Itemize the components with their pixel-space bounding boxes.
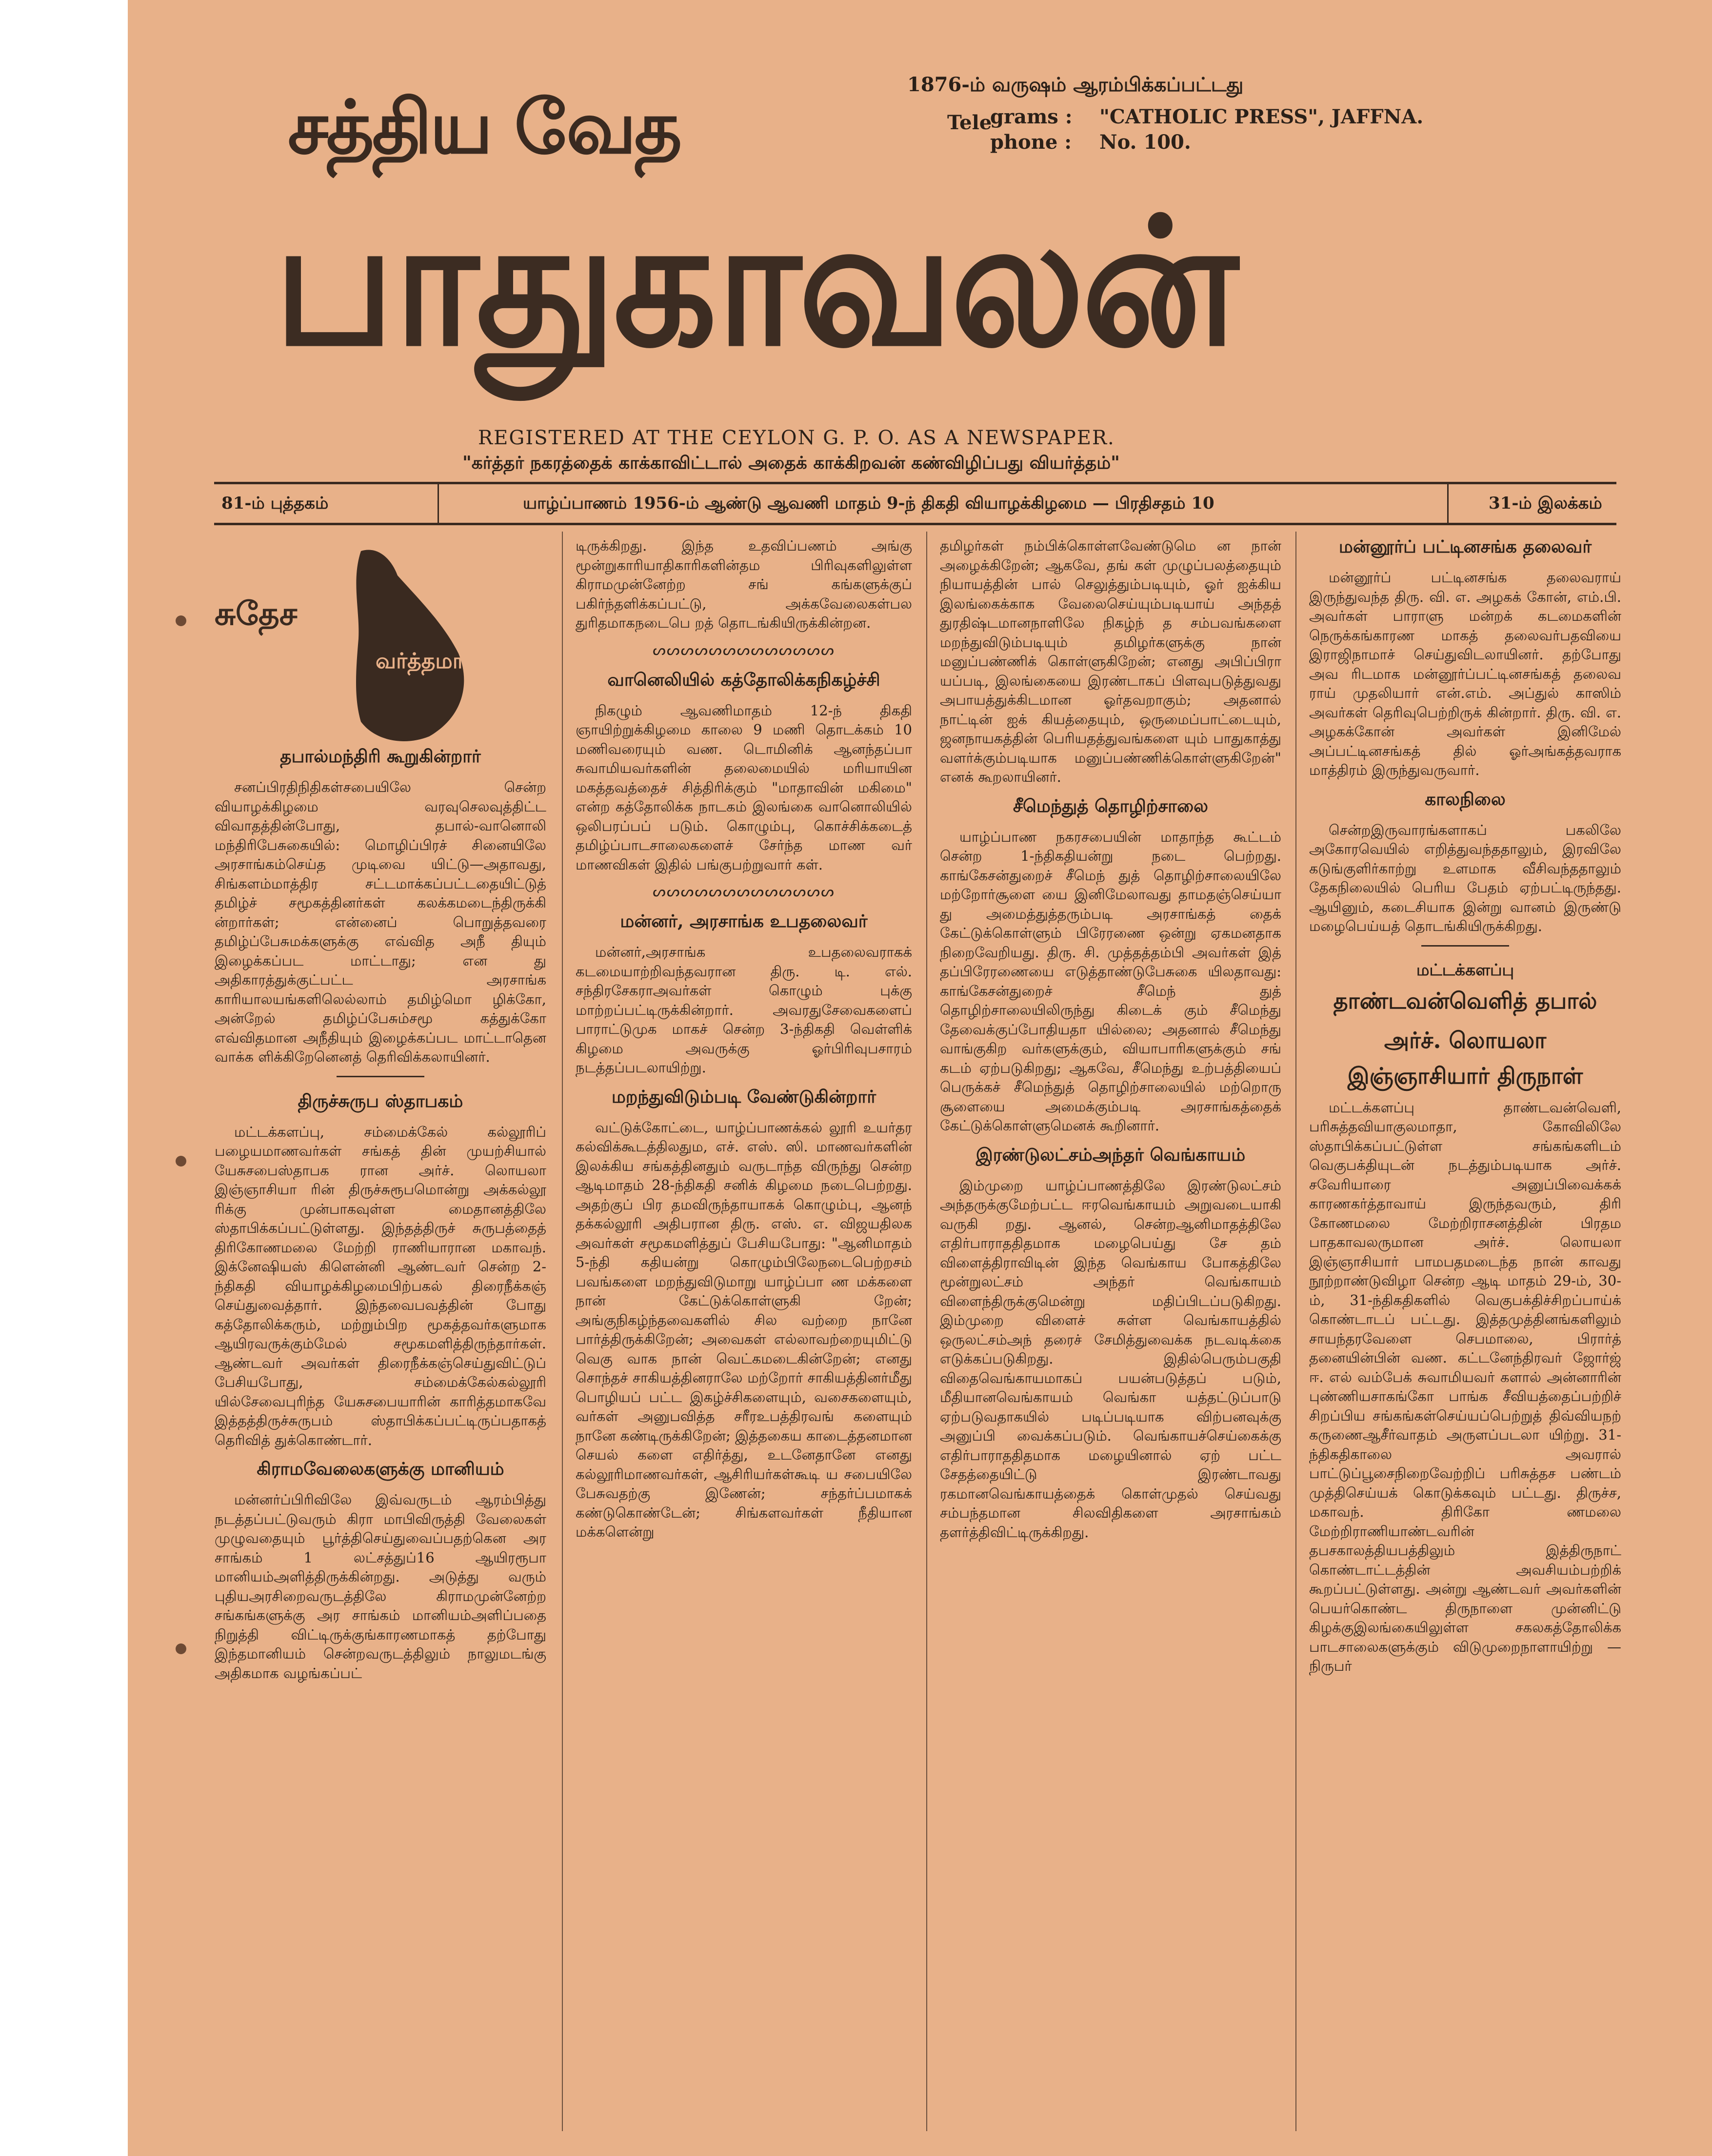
binding-hole [176, 1156, 186, 1167]
headline-post-office: தாண்டவன்வெளித் தபால் [1333, 987, 1597, 1014]
swadesha-logo [215, 536, 546, 746]
masthead-title-line1: சத்திய வேத [288, 85, 680, 170]
wavy-divider: ᔕᔕᔕᔕᔕᔕᔕᔕᔕᔕᔕᔕᔕ [653, 883, 835, 900]
headline-feast-line2: இஞ்ஞாசியார் திருநாள் [1347, 1062, 1583, 1089]
article-continuation: டிருக்கிறது. இந்த உதவிப்பணம் அங்கு மூன்றுகாரியாதிகாரிகளின்தம பிரிவுகளிலுள்ள கிராமமுன்னேற்ற சங் கங்களுக்குப் பகிர்ந்தளிக்கப்பட்டு, அக்கவேலைகள்பல துரிதமாகநடைபெ றத் தொடங்கியிருக்கின்றன. [576, 537, 912, 631]
issue-number: 31-ம் இலக்கம் [1489, 494, 1602, 513]
section-divider [1421, 945, 1509, 947]
binding-hole [176, 1643, 186, 1654]
registration-note: REGISTERED AT THE CEYLON G. P. O. AS A NEWSPAPER. [478, 427, 1115, 449]
column-rule [562, 532, 563, 2131]
issue-bar-top-rule [214, 482, 1616, 484]
issue-bar-divider [1447, 484, 1449, 523]
telegrams-label: grams : [990, 105, 1073, 128]
masthead-title-line2: பாதுகாவலன் [274, 180, 1236, 385]
headline-weather: காலநிலை [1425, 789, 1506, 810]
tele-prefix: Tele [947, 111, 992, 134]
article-continuation: தமிழர்கள் நம்பிக்கொள்ளவேண்டுமெ ன நான் அழைக்கிறேன்; ஆகவே, தங் கள் முழுப்பலத்தையும் நியாயத்தின் பால் செலுத்தும்படியும், ஓர் ஐக்கிய இலங்கைக்காக வேலைசெய்யும்படியாய் அந்தத் துரதிஷ்டமானநாளிலே நிகழ்ந் த சம்பவங்களை மறந்துவிடும்படியும் தமிழர்களுக்கு நான் மனுப்பண்ணிக் கொள்ளுகிறேன்; எனது அபிப்பிரா யப்படி, இலங்கையை இரண்டாகப் பிளவுபடுத்துவது அபாயத்துக்கிடமான ஓர்தவறாகும்; அதனால் நாட்டின் ஐக் கியத்தையும், ஒருமைப்பாட்டையும், ஜனநாயகத்தின் பெரியதத்துவங்களை யும் பாதுகாத்து வளர்க்கும்படியாக மனுப்பண்ணிக்கொள்ளுகிறேன்" எனக் கூறலாயினர். [940, 537, 1281, 785]
issue-bar-divider [438, 484, 439, 523]
headline-postmaster: தபால்மந்திரி கூறுகின்றார் [280, 746, 481, 767]
article-weather: சென்றஇருவாரங்களாகப் பகலிலே அகோரவெயில் எறித்துவந்ததாலும், இரவிலே கடுங்குளிர்காற்று உளமாக வீசிவந்ததாலும் தேகநிலையில் பெரிய பேதம் ஏற்பட்டிருந்தது. ஆயினும், கடைசியாக இன்று வானம் இருண்டு மழைபெய்யத் தொடங்கியிருக்கிறது. [1309, 821, 1621, 934]
headline-mannar-ga: மன்னர், அரசாங்க உபதலைவர் [620, 911, 868, 931]
motto: "கர்த்தர் நகரத்தைக் காக்காவிட்டால் அதைக் காக்கிறவன் கண்விழிப்பது வியர்த்தம்" [462, 453, 1120, 473]
article-mannar-ga: மன்னர்,அரசாங்க உபதலைவராகக் கடமையாற்றிவந்தவரான திரு. டி. எல். சந்திரசேகராஅவர்கள் கொழும் புக்கு மாற்றப்பட்டிருக்கின்றார். அவரதுசேவைகளைப் பாராட்டுமுக மாகச் சென்ற 3-ந்திகதி வெள்ளிக் கிழமை அவருக்கு ஓர்பிரிவுபசாரம் நடத்தப்படலாயிற்று. [576, 944, 912, 1076]
article-statue: மட்டக்களப்பு, சம்மைக்கேல் கல்லூரிப் பழையமாணவர்கள் சங்கத் தின் முயற்சியால் யேசுசபைஸ்தாபக ரான அர்ச். லொயலா இஞ்ஞாசியா ரின் திருச்சுரூபமொன்று அக்கல்லூ ரிக்கு முன்பாகவுள்ள மைதானத்திலே ஸ்தாபிக்கப்பட்டுள்ளது. இந்தத்திருச் சுருபத்தைத் திரிகோணமலை மேற்றி ராணியாரான மகாவந். இக்னேஷியஸ் கிளென்னி ஆண்டவர் சென்ற 2-ந்திகதி வியாழக்கிழமைபிற்பகல் திரைநீக்கஞ் செய்துவைத்தார். இந்தவைபவத்தின் போது கத்தோலிக்கரும், மற்றும்பிற மூகத்தவர்களுமாக ஆயிரவருக்கும்மேல் சமூகமளித்திருந்தார்கள். ஆண்டவர் அவர்கள் திரைநீக்கஞ்செய்துவிட்டுப் பேசியபோது, சம்மைக்கேல்கல்லூரி யில்சேவைபுரிந்த யேசுசபையாரின் காரித்தமாகவே இத்தத்திருச்சுருபம் ஸ்தாபிக்கப்பட்டிருப்பதாகத் தெரிவித் துக்கொண்டார். [215, 1123, 546, 1448]
headline-radio: வானெலியில் கத்தோலிக்கநிகழ்ச்சி [607, 669, 880, 690]
article-feast: மட்டக்களப்பு தாண்டவன்வெளி, பரிசுத்தவியாகுலமாதா, கோவிலிலே ஸ்தாபிக்கப்பட்டுள்ள சங்கங்களிடம் வெகுபக்தியுடன் நடத்தும்படியாக அர்ச். சவேரியாரை அனுப்பிவைக்கக் காரணகர்த்தாவாய் இருந்தவரும், திரி கோணமலை மேற்றிராசனத்தின் பிரதம பாதகாவலருமான அர்ச். லொயலா இஞ்ஞாசியார் பாமபதமடைந்த நான் காவது நூற்றாண்டுவிழா சென்ற ஆடி மாதம் 29-ம், 30-ம், 31-ந்திகதிகளில் வெகுபக்திச்சிறப்பாய்க் கொண்டாடப் பட்டது. இத்தமுத்தினங்களிலும் சாயந்தரவேளை செபமாலை, பிரார்த் தனையின்பின் வண. கட்டனேந்திரவர் ஜோர்ஜ் ஈ. எல் வம்பேக் சுவாமியவர் களால் அன்னாரின் புண்ணியசாகங்கோ பாங்க சீவியத்தைப்பற்றிச் சிறப்பிய சங்கங்கள்செய்யப்பெற்றுத் திவ்வியநற் கருணைஆசீர்வாதம் அருளப்படலா யிற்று. 31-ந்திகதிகாலை அவரால் பாட்டுப்பூசைநிறைவேற்றிப் பரிசுத்தச பண்டம் முத்திசெய்யக் கொடுக்கவும் பட்டது. திருச்ச, மகாவந். திரிகோ ணமலை மேற்றிராணியாண்டவரின் தபசகாலத்தியபத்திலும் இத்திருநாட் கொண்டாட்டத்தின் அவசியம்பற்றிக் கூறப்பட்டுள்ளது. அன்று ஆண்டவர் அவர்களின் பெயர்கொண்ட திருநாளை முன்னிட்டு கிழக்குஇலங்கையிலுள்ள சகலகத்தோலிக்க பாடசாலைகளுக்கும் விடுமுறைநாளாயிற்று — நிருபர் [1309, 1099, 1621, 1674]
wavy-divider: ᔕᔕᔕᔕᔕᔕᔕᔕᔕᔕᔕᔕᔕ [653, 641, 835, 659]
headline-village-grants: கிராமவேலைகளுக்கு மானியம் [257, 1459, 504, 1479]
headline-feast-line1: அர்ச். லொயலா [1384, 1027, 1547, 1053]
telephone-value: No. 100. [1099, 131, 1191, 154]
logo-word-2: வர்த்தமானம் [376, 649, 502, 673]
sri-lanka-map-icon [215, 536, 546, 746]
headline-onions: இரண்டுலட்சம்அந்தர் வெங்காயம் [975, 1144, 1246, 1165]
telephone-label: phone : [990, 131, 1072, 154]
column-3 [940, 536, 1281, 1551]
newspaper-page [128, 0, 1712, 2156]
issue-bar-bottom-rule [214, 523, 1616, 525]
logo-word-1: சுதேச [215, 595, 298, 633]
headline-mannar-chairman: மன்னூர்ப் பட்டினசங்க தலைவர் [1338, 536, 1592, 557]
column-2 [576, 536, 912, 1551]
article-mannar-chairman: மன்னூர்ப் பட்டினசங்க தலைவராய் இருந்துவந்த திரு. வி. எ. அழகக் கோன், எம்.பி. அவர்கள் பாராளு மன்றக் கடமைகளின் நெருக்கங்காரண மாகத் தலைவர்பதவியை இராஜிநாமாச் செய்துவிடலாயினர். தற்போது அவ ரிடமாக மன்னூர்ப்பட்டினசங்கத் தலைவ ராய் முதலியார் என்.எம். அப்துல் காஸிம் அவர்கள் தெரிவுபெற்றிருக் கின்றார். திரு. வி. எ. அழகக்கோன் அவர்கள் இனிமேல் அப்பட்டினசங்கத் தில் ஓர்அங்கத்தவராக மாத்திரம் இருந்துவருவார். [1309, 569, 1621, 778]
headline-forget: மறந்துவிடும்படி வேண்டுகின்றார் [611, 1086, 876, 1107]
article-forget: வட்டுக்கோட்டை, யாழ்ப்பாணக்கல் லூரி உயர்தர கல்விக்கூடத்திலதும, எச். எஸ். ஸி. மாணவர்களின் இலக்கிய சங்கத்தினதும் வருடாந்த விருந்து சென்ற ஆடிமாதம் 28-ந்திகதி சனிக் கிழமை நடைபெற்றது. அதற்குப் பிர தமவிருந்தாயாகக் கொழும்பு, ஆனந் தக்கல்லூரி அதிபரான திரு. எஸ். எ. விஜயதிலக அவர்கள் சமூகமளித்துப் பேசியபோது: "ஆனிமாதம் 5-ந்தி கதியன்று கொழும்பிலேநடைபெற்றசம் பவங்களை மறந்துவிடுமாறு யாழ்ப்பா ண மக்களை நான் கேட்டுக்கொள்ளுகி றேன்; அங்குநிகழ்ந்தவைகளில் சில வற்றை நானே பார்த்திருக்கிறேன்; அவைகள் எல்லாவற்றையுமிட்டு வெகு வாக நான் வெட்கமடைகின்றேன்; எனது சொந்தச் சாகியத்தினராலே மற்றோர் சாகியத்தினர்மீது பொழியப் பட்ட இகழ்ச்சிகளையும், வசைகளையும், வர்கள் அனுபவித்த சரீரஉபத்திரவங் களையும் நானே கண்டிருக்கிறேன்; இத்தகைய காடைத்தனமான செயல் களை எதிர்த்து, உடனேதானே எனது கல்லூரிமாணவர்கள், ஆசிரியர்கள்கூடி ய சபையிலே பேசுவதற்கு இணேன்; சந்தர்ப்பமாகக் கண்டுகொண்டேன்; சிங்களவர்கள் நீதியான மக்களென்று [576, 1119, 912, 1540]
article-postmaster: சனப்பிரதிநிதிகள்சபையிலே சென்ற வியாழக்கிழமை வரவுசெலவுத்திட்ட விவாதத்தின்போது, தபால்-வானொலி மந்திரிபேசுகையில்: மொழிப்பிரச் சினையிலே அரசாங்கம்செய்த முடிவை யிட்டு—அதாவது, சிங்களம்மாத்திர சட்டமாக்கப்பட்டதையிட்டுத் தமிழ்ச் சமூகத்தினர்கள் கலக்கமடைந்திருக்கி ன்றார்கள்; என்னைப் பொறுத்தவரை தமிழ்ப்பேசுமக்களுக்கு எவ்வித அநீ தியும் இழைக்கப்பட மாட்டாது; என து அதிகாரத்துக்குட்பட்ட அரசாங்க காரியாலயங்களிலெல்லாம் தமிழ்மொ ழிக்கோ, அன்றேல் தமிழ்ப்பேசும்சமூ கத்துக்கோ எவ்விதமான அநீதியும் இழைக்கப்பட மாட்டாதென வாக்க ளிக்கிறேனெனத் தெரிவிக்கலாயினர். [215, 779, 546, 1065]
headline-cement: சீமெந்துத் தொழிற்சாலை [1013, 795, 1209, 816]
article-village-grants: மன்னர்ப்பிரிவிலே இவ்வருடம் ஆரம்பித்து நடத்தப்பட்டுவரும் கிரா மாபிவிருத்தி வேலைகள் முழுவதையும் பூர்த்திசெய்துவைப்பதற்கென அர சாங்கம் 1 லட்சத்துப்16 ஆயிரரூபா மானியம்அளித்திருக்கின்றது. அடுத்து வரும் புதியஅரசிறைவருடத்திலே கிராமமுன்னேற்ற சங்கங்களுக்கு அர சாங்கம் மானியம்அளிப்பதை நிறுத்தி விட்டிருக்குங்காரணமாகத் தற்போது இந்தமானியம் சென்றவருடத்திலும் நாலுமடங்கு அதிகமாக வழங்கப்பட் [215, 1491, 546, 1681]
column-rule [926, 532, 927, 2131]
binding-hole [176, 615, 186, 626]
article-radio: நிகழும் ஆவணிமாதம் 12-ந் திகதி ஞாயிற்றுக்கிழமை காலை 9 மணி தொடக்கம் 10 மணிவரையும் வண. டொமினிக் ஆனந்தப்பா சுவாமியவர்களின் தலைமையில் மரியாயின மகத்தவத்தைச் சித்திரிக்கும் "மாதாவின் மகிமை" என்ற கத்தோலிக்க நாடகம் இலங்கை வானொலியில் ஒலிபரப்பப் படும். கொழும்பு, கொச்சிக்கடைத் தமிழ்ப்பாடசாலைகளைச் சேர்ந்த மாண வர் மாணவிகள் இதில் பங்குபற்றுவார் கள். [576, 702, 912, 873]
column-1 [215, 536, 546, 1692]
dateline-place: மட்டக்களப்பு [1416, 960, 1514, 979]
headline-statue: திருச்சுருப ஸ்தாபகம் [298, 1090, 463, 1111]
article-cement: யாழ்ப்பாண நகரசபையின் மாதாந்த கூட்டம் சென்ற 1-ந்திகதியன்று நடை பெற்றது. காங்கேசன்துறைச் சீமெந் துத் தொழிற்சாலையிலே மற்றோர்சூளை யை இனிமேலாவது தாமதஞ்செய்யா து அமைத்துத்தரும்படி அரசாங்கத் தைக் கேட்டுக்கொள்ளும் பிரேரணை ஒன்று ஏகமனதாக நிறைவேறியது. திரு. சி. முத்தத்தம்பி அவர்கள் இத் தப்பிரேரணையை எடுத்தாண்டுபேசுகை யிலதாவது: காங்கேசன்துறைச் சீமெந் துத் தொழிற்சாலையிலிருந்து கிடைக் கும் சீமெந்து தேவைக்குப்போதியதா யில்லை; அதனால் சீமெந்து வாங்குகிற வர்களுக்கும், வியாபாரிகளுக்கும் சங் கடம் ஏற்படுகிறது; ஆகவே, சீமெந்து உற்பத்தியைப் பெருக்கச் சீமெந்துத் தொழிற்சாலையில் மற்றொரு சூளையை அமைக்கும்படி அரசாங்கத்தைக் கேட்டுக்கொள்ளுமெனக் கூறினார். [940, 828, 1281, 1134]
article-onions: இம்முறை யாழ்ப்பாணத்திலே இரண்டுலட்சம் அந்தருக்குமேற்பட்ட ஈரவெங்காயம் அறுவடையாகி வருகி றது. ஆனல், சென்றஆனிமாதத்திலே எதிர்பாராததிதமாக மழைபெய்து சே தம் விளைத்திராவிடின் இந்த வெங்காய போகத்திலே மூன்றுலட்சம் அந்தர் வெங்காயம் விளைந்திருக்குமென்று மதிப்பிடப்படுகிறது. இம்முறை விளைச் சுள்ள வெங்காயத்தில் ஒருலட்சம்அந் தரைச் சேமித்துவைக்க நடவடிக்கை எடுக்கப்படுகிறது. இதில்பெரும்பகுதி விதைவெங்காயமாகப் பயன்படுத்தப் படும், மீதியானவெங்காயம் வெங்கா யத்தட்டுப்பாடு ஏற்படுவதாகயில் படிப்படியாக விற்பனவுக்கு அனுப்பி வைக்கப்படும். வெங்காயச்செய்கைக்கு எதிர்பாராததிதமாக மழையினால் ஏற் பட்ட சேதத்தையிட்டு இரண்டாவது ரகமானவெங்காயத்தைக் கொள்முதல் செய்வது சம்பந்தமான சிலவிதிகளை அரசாங்கம் தளர்த்திவிட்டிருக்கிறது. [940, 1177, 1281, 1541]
column-rule [1295, 532, 1296, 2131]
section-divider [337, 1076, 424, 1077]
column-4 [1309, 536, 1621, 1685]
telegrams-value: "CATHOLIC PRESS", JAFFNA. [1099, 105, 1424, 128]
founded-note: 1876-ம் வருஷம் ஆரம்பிக்கப்பட்டது [907, 73, 1244, 96]
volume-number: 81-ம் புத்தகம் [221, 494, 329, 513]
issue-dateline: யாழ்ப்பாணம் 1956-ம் ஆண்டு ஆவணி மாதம் 9-ந் திகதி வியாழக்கிழமை — பிரதிசதம் 10 [523, 494, 1214, 513]
